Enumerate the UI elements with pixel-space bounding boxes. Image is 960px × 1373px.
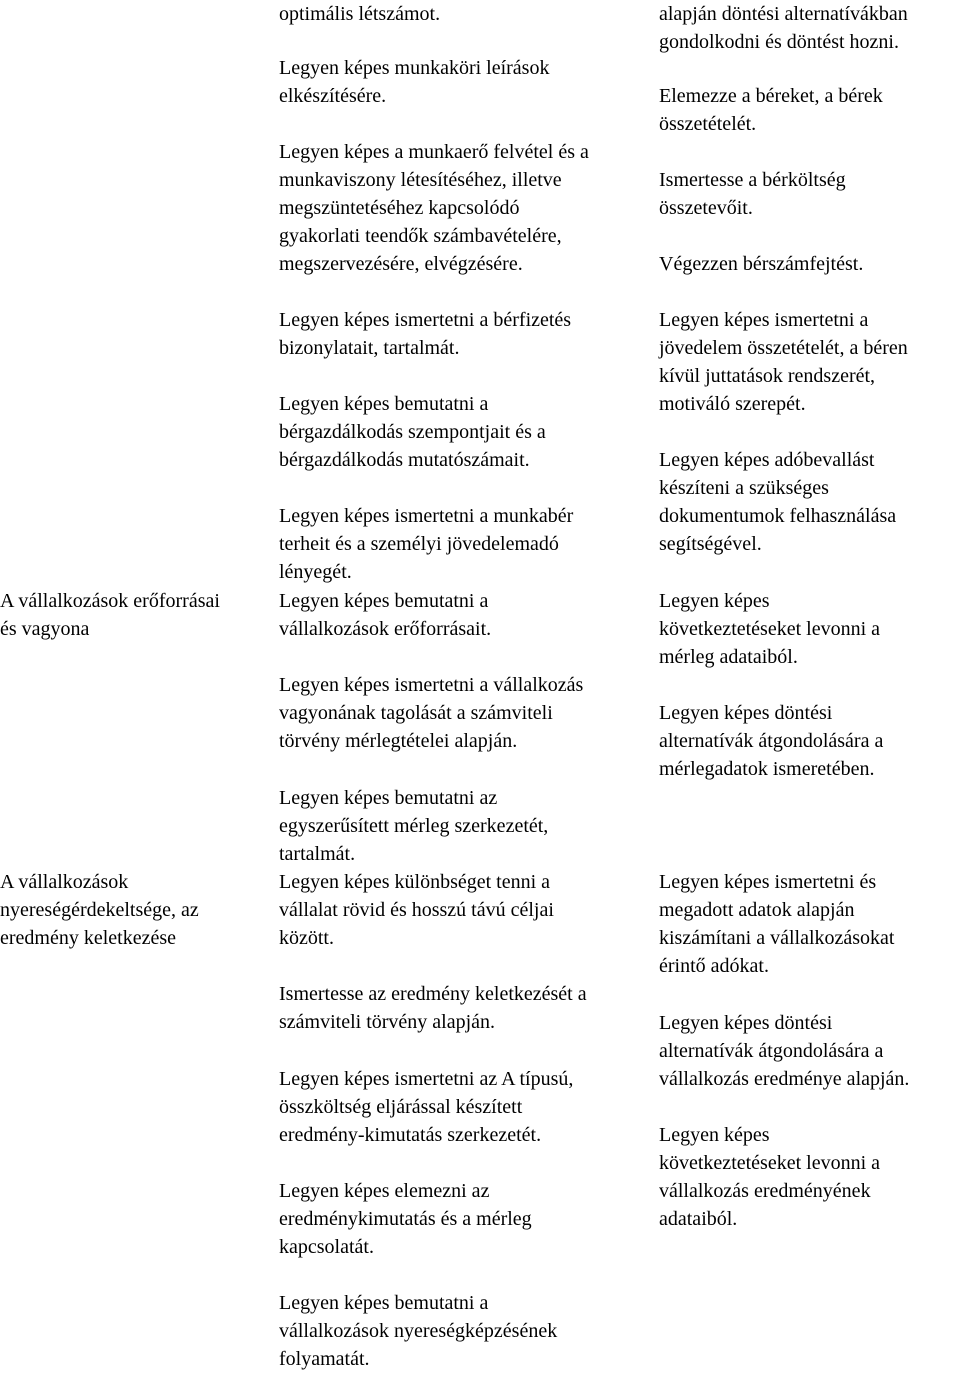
knowledge-block [279, 1065, 573, 1149]
competence-block [659, 699, 883, 783]
knowledge-block [279, 587, 491, 643]
competence-block [659, 166, 846, 222]
competence-block [659, 82, 883, 138]
text-line: vagyonának tagolását a számviteli [279, 702, 553, 724]
text-line: Legyen képes bemutatni a [279, 393, 489, 415]
text-line: eredmény keletkezése [0, 927, 177, 949]
text-line: összetevőit. [659, 197, 753, 219]
knowledge-block [279, 671, 583, 755]
competence-block [659, 306, 908, 418]
text-line: Legyen képes [659, 590, 770, 612]
text-line: vállalat rövid és hosszú távú céljai [279, 899, 554, 921]
text-line: megszüntetéséhez kapcsolódó [279, 197, 520, 219]
competence-block [659, 868, 894, 980]
knowledge-block [279, 1289, 557, 1373]
text-line: következtetéseket levonni a [659, 618, 881, 640]
knowledge-block [279, 0, 440, 28]
text-line: mérleg adataiból. [659, 646, 798, 668]
text-line: tartalmát. [279, 843, 356, 865]
knowledge-block [279, 784, 548, 868]
text-line: vállalkozások nyereségképzésének [279, 1320, 558, 1342]
topic-block [0, 868, 199, 952]
text-line: segítségével. [659, 533, 762, 555]
text-line: törvény mérlegtételei alapján. [279, 730, 518, 752]
competence-block [659, 1121, 880, 1233]
text-line: A vállalkozások erőforrásai [0, 590, 220, 612]
text-line: Legyen képes döntési [659, 702, 833, 724]
text-line: vállalkozás eredménye alapján. [659, 1068, 910, 1090]
text-line: és vagyona [0, 618, 90, 640]
text-line: megszervezésére, elvégzésére. [279, 253, 523, 275]
text-line: mérlegadatok ismeretében. [659, 758, 875, 780]
text-line: Legyen képes adóbevallást [659, 449, 875, 471]
text-line: számviteli törvény alapján. [279, 1011, 496, 1033]
text-line: jövedelem összetételét, a béren [659, 337, 908, 359]
text-line: érintő adókat. [659, 955, 769, 977]
knowledge-block [279, 868, 554, 952]
text-line: alapján döntési alternatívákban [659, 3, 908, 25]
text-line: következtetéseket levonni a [659, 1152, 881, 1174]
text-line: gondolkodni és döntést hozni. [659, 31, 899, 53]
text-line: bérgazdálkodás szempontjait és a [279, 421, 546, 443]
text-line: Legyen képes bemutatni az [279, 787, 498, 809]
knowledge-block [279, 138, 589, 278]
text-line: megadott adatok alapján [659, 899, 855, 921]
text-line: elkészítésére. [279, 85, 387, 107]
knowledge-block [279, 306, 571, 362]
text-line: eredménykimutatás és a mérleg [279, 1208, 532, 1230]
text-line: kiszámítani a vállalkozásokat [659, 927, 895, 949]
knowledge-block [279, 980, 587, 1036]
competence-block [659, 587, 880, 671]
knowledge-block [279, 502, 573, 586]
text-line: motiváló szerepét. [659, 393, 806, 415]
competence-block [659, 0, 908, 56]
text-line: Legyen képes bemutatni a [279, 1292, 489, 1314]
text-line: bizonylatait, tartalmát. [279, 337, 460, 359]
text-line: vállalkozás eredményének [659, 1180, 871, 1202]
text-line: Legyen képes ismertetni és [659, 871, 877, 893]
text-line: Legyen képes a munkaerő felvétel és a [279, 141, 589, 163]
text-line: Legyen képes ismertetni a bérfizetés [279, 309, 572, 331]
text-line: Végezzen bérszámfejtést. [659, 253, 864, 275]
text-line: egyszerűsített mérleg szerkezetét, [279, 815, 549, 837]
text-line: Legyen képes munkaköri leírások [279, 57, 550, 79]
competence-block [659, 446, 896, 558]
text-line: kívül juttatások rendszerét, [659, 365, 876, 387]
text-line: összköltség eljárással készített [279, 1096, 523, 1118]
knowledge-block [279, 54, 549, 110]
text-line: Elemezze a béreket, a bérek [659, 85, 883, 107]
text-line: Legyen képes [659, 1124, 770, 1146]
text-line: Legyen képes döntési [659, 1012, 833, 1034]
text-line: lényegét. [279, 561, 352, 583]
text-line: vállalkozások erőforrásait. [279, 618, 492, 640]
text-line: Legyen képes ismertetni a vállalkozás [279, 674, 584, 696]
text-line: folyamatát. [279, 1348, 370, 1370]
text-line: terheit és a személyi jövedelemadó [279, 533, 559, 555]
competence-block [659, 1009, 909, 1093]
text-line: optimális létszámot. [279, 3, 441, 25]
text-line: kapcsolatát. [279, 1236, 374, 1258]
text-line: adataiból. [659, 1208, 738, 1230]
topic-block [0, 587, 220, 643]
text-line: A vállalkozások [0, 871, 129, 893]
text-line: munkaviszony létesítéséhez, illetve [279, 169, 562, 191]
text-line: nyereségérdekeltsége, az [0, 899, 199, 921]
text-line: Legyen képes ismertetni az A típusú, [279, 1068, 574, 1090]
text-line: alternatívák átgondolására a [659, 730, 884, 752]
text-line: dokumentumok felhasználása [659, 505, 897, 527]
text-line: Legyen képes különbséget tenni a [279, 871, 551, 893]
text-line: Legyen képes ismertetni a [659, 309, 869, 331]
text-line: Legyen képes ismertetni a munkabér [279, 505, 574, 527]
text-line: gyakorlati teendők számbavételére, [279, 225, 562, 247]
text-line: között. [279, 927, 334, 949]
text-line: Legyen képes bemutatni a [279, 590, 489, 612]
text-line: Ismertesse az eredmény keletkezését a [279, 983, 587, 1005]
knowledge-block [279, 1177, 532, 1261]
text-line: Ismertesse a bérköltség [659, 169, 846, 191]
knowledge-block [279, 390, 546, 474]
text-line: Legyen képes elemezni az [279, 1180, 490, 1202]
competence-block [659, 250, 863, 278]
text-line: alternatívák átgondolására a [659, 1040, 884, 1062]
text-line: bérgazdálkodás mutatószámait. [279, 449, 530, 471]
text-line: eredmény-kimutatás szerkezetét. [279, 1124, 542, 1146]
text-line: készíteni a szükséges [659, 477, 829, 499]
text-line: összetételét. [659, 113, 757, 135]
